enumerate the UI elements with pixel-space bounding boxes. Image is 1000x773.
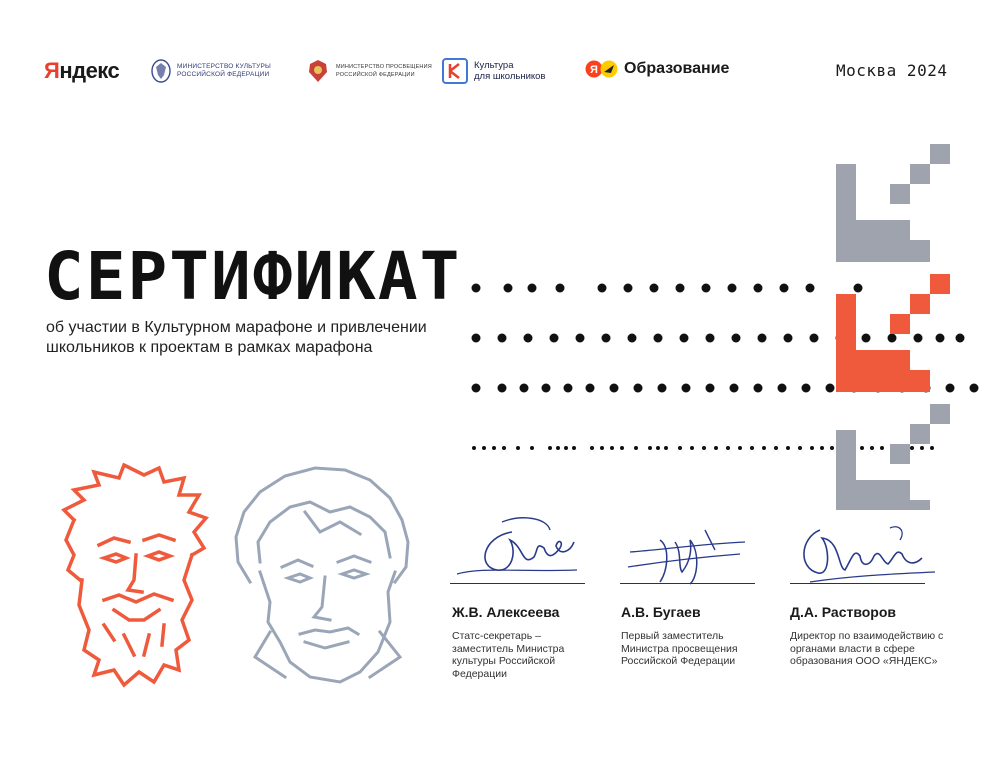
certificate-subtitle: об участии в Культурном марафоне и привлечении школьников к проектам в рамках марафона [46, 319, 427, 356]
city-year: Москва 2024 [836, 61, 948, 80]
signatory-name: А.В. Бугаев [621, 604, 701, 620]
handwritten-signature-3 [790, 518, 940, 588]
culture-for-students-logo: Культура для школьников [441, 57, 545, 85]
signatory-2 [621, 590, 771, 668]
signatory-role: Статс-секретарь – заместитель Министра культуры Российской Федерации [452, 630, 565, 680]
handwritten-signature-2 [620, 522, 750, 587]
gray-portrait-illustration [230, 462, 420, 690]
signatory-1 [452, 590, 602, 680]
signature-1 [452, 512, 582, 587]
coat-of-arms-icon [150, 58, 172, 84]
ministry-culture-logo: МИНИСТЕРСТВО КУЛЬТУРЫ РОССИЙСКОЙ ФЕДЕРАЦИИ [150, 58, 271, 84]
yandex-education-logo: Я Образование [585, 60, 729, 78]
ministry-education-logo: МИНИСТЕРСТВО ПРОСВЕЩЕНИЯ РОССИЙСКОЙ ФЕДЕРАЦИИ [305, 58, 432, 84]
signatory-name: Ж.В. Алексеева [452, 604, 560, 620]
signature-3 [790, 518, 940, 593]
signature-line-2 [620, 583, 755, 584]
signatory-role: Директор по взаимодействию с органами власти в сфере образования ООО «ЯНДЕКС» [790, 630, 944, 667]
signatory-3 [790, 590, 970, 668]
eagle-emblem-icon [305, 58, 331, 84]
signatory-role: Первый заместитель Министра просвещения Российской Федерации [621, 630, 738, 667]
k-mark-icon [441, 57, 469, 85]
yandex-logo: Яндекс [44, 58, 120, 83]
red-portrait-illustration [44, 460, 222, 690]
signature-2 [620, 522, 750, 592]
signatory-name: Д.А. Растворов [790, 604, 897, 620]
signature-line-1 [450, 583, 585, 584]
svg-text:Я: Я [590, 64, 598, 76]
yandex-education-icon [585, 60, 619, 78]
pixel-k-decoration [830, 140, 955, 520]
certificate-title: СЕРТИФИКАТ [44, 238, 462, 315]
handwritten-signature-1 [452, 512, 582, 582]
signature-line-3 [790, 583, 925, 584]
